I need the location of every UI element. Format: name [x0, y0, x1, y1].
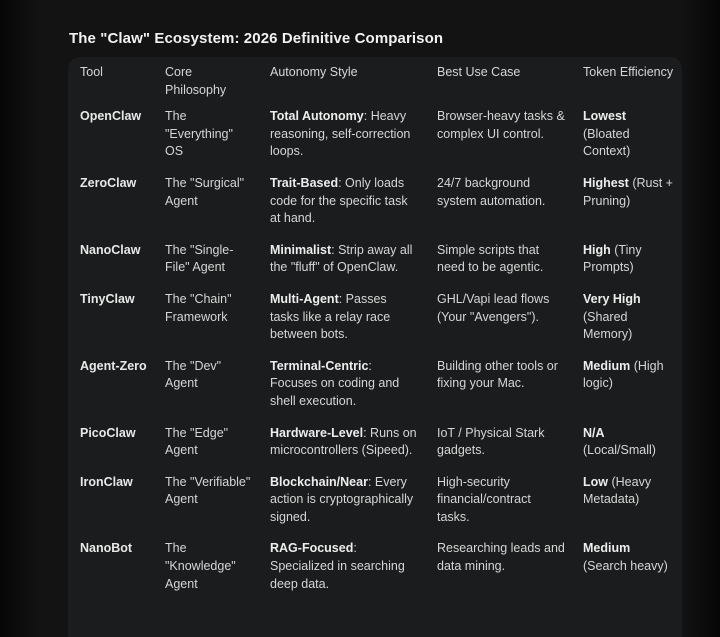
table-row [68, 175, 682, 242]
comparison-table [68, 57, 682, 607]
autonomy-style [258, 291, 425, 358]
token-efficiency [571, 291, 682, 358]
autonomy-style [258, 474, 425, 541]
autonomy-style-desc: : Focuses on coding and shell execution. [270, 358, 400, 408]
tool-name: NanoClaw [80, 242, 141, 257]
autonomy-style-key: Terminal-Centric [270, 358, 369, 373]
autonomy-style [258, 175, 425, 242]
table-row [68, 108, 682, 175]
core-philosophy: The "Surgical" Agent [165, 175, 245, 208]
token-efficiency-note: (Search heavy) [583, 559, 668, 574]
token-efficiency [571, 474, 682, 541]
tool-name: IronClaw [80, 474, 133, 489]
best-use-case: IoT / Physical Stark gadgets. [437, 425, 545, 458]
tool-name: ZeroClaw [80, 175, 137, 190]
autonomy-style-key: Total Autonomy [270, 109, 364, 124]
token-efficiency-note: (High logic) [583, 358, 664, 391]
table-row [68, 540, 682, 607]
header-token-efficiency: Token Efficiency [583, 65, 674, 79]
token-efficiency-level: Very High [583, 291, 641, 306]
token-efficiency-level: Highest [583, 175, 629, 190]
autonomy-style [258, 540, 425, 607]
token-efficiency [571, 108, 682, 175]
core-philosophy: The "Knowledge" Agent [165, 541, 236, 591]
token-efficiency-note: (Local/Small) [583, 443, 656, 458]
token-efficiency-note: (Rust + Pruning) [583, 175, 673, 208]
table-row [68, 358, 682, 425]
autonomy-style [258, 242, 425, 291]
token-efficiency [571, 540, 682, 607]
table-body [68, 108, 682, 607]
best-use-case: Simple scripts that need to be agentic. [437, 242, 544, 275]
table-row [68, 291, 682, 358]
tool-name: Agent-Zero [80, 358, 147, 373]
header-best-use-case: Best Use Case [437, 65, 521, 79]
token-efficiency-note: (Tiny Prompts) [583, 242, 642, 275]
token-efficiency [571, 175, 682, 242]
tool-name: TinyClaw [80, 291, 135, 306]
token-efficiency-level: Medium [583, 541, 631, 556]
table-row [68, 474, 682, 541]
token-efficiency-level: High [583, 242, 611, 257]
tool-name: PicoClaw [80, 425, 136, 440]
best-use-case: Browser-heavy tasks & complex UI control. [437, 109, 565, 141]
token-efficiency-level: Medium [583, 358, 631, 373]
best-use-case: Researching leads and data mining. [437, 541, 565, 574]
core-philosophy: The "Dev" Agent [165, 358, 222, 391]
autonomy-style-key: Blockchain/Near [270, 474, 368, 489]
best-use-case: High-security financial/contract tasks. [437, 474, 531, 524]
header-autonomy-style: Autonomy Style [270, 65, 358, 79]
autonomy-style-desc: : Strip away all the "fluff" of OpenClaw. [270, 242, 413, 275]
core-philosophy: The "Edge" Agent [165, 425, 229, 458]
token-efficiency [571, 242, 682, 291]
autonomy-style-key: RAG-Focused [270, 541, 354, 556]
header-tool: Tool [80, 65, 103, 79]
autonomy-style-key: Hardware-Level [270, 425, 364, 440]
best-use-case: Building other tools or fixing your Mac. [437, 358, 558, 391]
autonomy-style-desc: : Specialized in searching deep data. [270, 541, 405, 591]
table-row [68, 242, 682, 291]
core-philosophy: The "Verifiable" Agent [165, 474, 251, 507]
table-row [68, 425, 682, 474]
header-row [68, 57, 682, 108]
autonomy-style [258, 358, 425, 425]
core-philosophy: The "Single-File" Agent [165, 242, 234, 275]
token-efficiency-note: (Bloated Context) [583, 126, 631, 159]
token-efficiency-note: (Heavy Metadata) [583, 474, 652, 507]
autonomy-style [258, 425, 425, 474]
token-efficiency [571, 358, 682, 425]
tool-name: NanoBot [80, 541, 133, 556]
best-use-case: 24/7 background system automation. [437, 175, 546, 208]
table-title: The "Claw" Ecosystem: 2026 Definitive Comparison [69, 30, 444, 47]
token-efficiency-level: Low [583, 474, 608, 489]
autonomy-style-desc: : Every action is cryptographically signed. [270, 474, 414, 524]
autonomy-style-key: Multi-Agent [270, 291, 339, 306]
core-philosophy: The "Chain" Framework [165, 291, 232, 324]
autonomy-style [258, 108, 425, 175]
autonomy-style-desc: : Heavy reasoning, self-correction loops. [270, 109, 411, 159]
header-core-philosophy: Core Philosophy [165, 65, 227, 97]
autonomy-style-key: Trait-Based [270, 175, 339, 190]
token-efficiency-note: (Shared Memory) [583, 309, 633, 342]
table-header [68, 57, 682, 108]
token-efficiency-level: Lowest [583, 109, 627, 124]
token-efficiency-level: N/A [583, 425, 605, 440]
comparison-table-container [68, 57, 682, 637]
autonomy-style-desc: : Only loads code for the specific task at hand. [270, 175, 408, 226]
token-efficiency [571, 425, 682, 474]
best-use-case: GHL/Vapi lead flows (Your "Avengers"). [437, 291, 550, 324]
tool-name: OpenClaw [80, 109, 142, 124]
core-philosophy: The "Everything" OS [165, 109, 233, 159]
autonomy-style-key: Minimalist [270, 242, 332, 257]
autonomy-style-desc: : Runs on microcontrollers (Sipeed). [270, 425, 417, 458]
autonomy-style-desc: : Passes tasks like a relay race between bots. [270, 291, 391, 342]
